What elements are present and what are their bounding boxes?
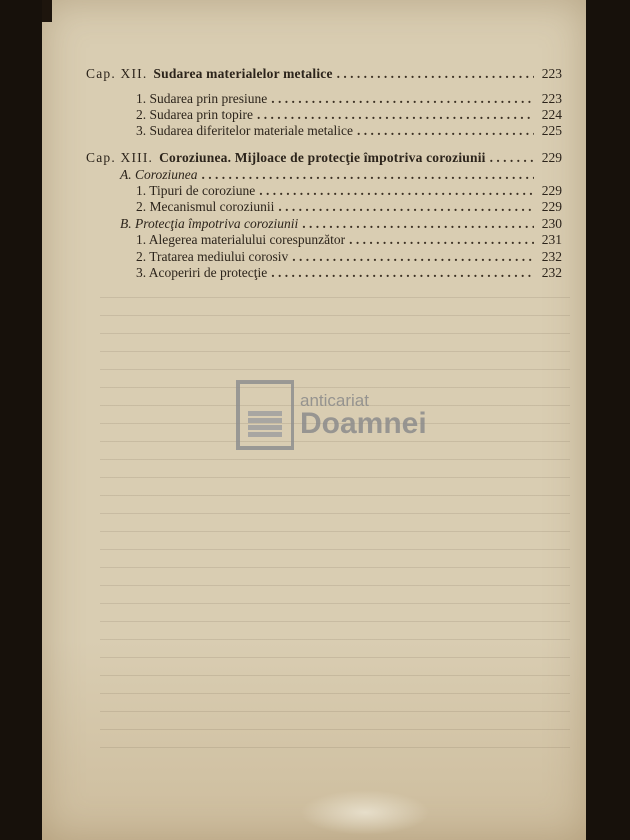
page-number: 232 <box>541 249 562 264</box>
page-number: 230 <box>541 216 562 231</box>
page-number: 223 <box>541 66 562 81</box>
page-number: 229 <box>541 150 562 165</box>
toc-entry: 2. Sudarea prin topire . . . 224 <box>136 107 562 125</box>
watermark-small-text: anticariat <box>300 390 369 410</box>
page-number: 223 <box>541 91 562 106</box>
toc-entry: 2. Mecanismul coroziunii . . . 229 <box>136 199 562 217</box>
toc-entry: 1. Alegerea materialului corespunzător . . . 231 <box>136 232 562 250</box>
page-number: 225 <box>541 123 562 138</box>
page-number: 231 <box>541 232 562 247</box>
toc-section: B. Protecţia împotriva coroziunii . . . 230 <box>120 216 562 234</box>
paper-stain <box>300 790 430 835</box>
page-number: 229 <box>541 199 562 214</box>
toc-entry: 2. Tratarea mediului corosiv . . . 232 <box>136 249 562 267</box>
page-number: 232 <box>541 265 562 280</box>
bookshelf-icon <box>236 380 294 450</box>
page-number: 229 <box>541 183 562 198</box>
watermark-big-text: Doamnei <box>300 406 427 440</box>
toc-entry: 1. Tipuri de coroziune . . . 229 <box>136 183 562 201</box>
toc-chapter-xii: Cap. XII. Sudarea materialelor metalice . . . 223 <box>86 66 562 84</box>
toc-section: A. Coroziunea . . . <box>120 167 562 185</box>
toc-entry: 3. Acoperiri de protecţie . . . 232 <box>136 265 562 283</box>
watermark-logo <box>236 380 427 450</box>
toc-entry: 3. Sudarea diferitelor materiale metalice . . . 225 <box>136 123 562 141</box>
toc-chapter-xiii: Cap. XIII. Coroziunea. Mijloace de protecţie împotriva coroziunii . . . 229 <box>86 150 562 168</box>
toc-entry: 1. Sudarea prin presiune . . . 223 <box>136 91 562 109</box>
page-number: 224 <box>541 107 562 122</box>
